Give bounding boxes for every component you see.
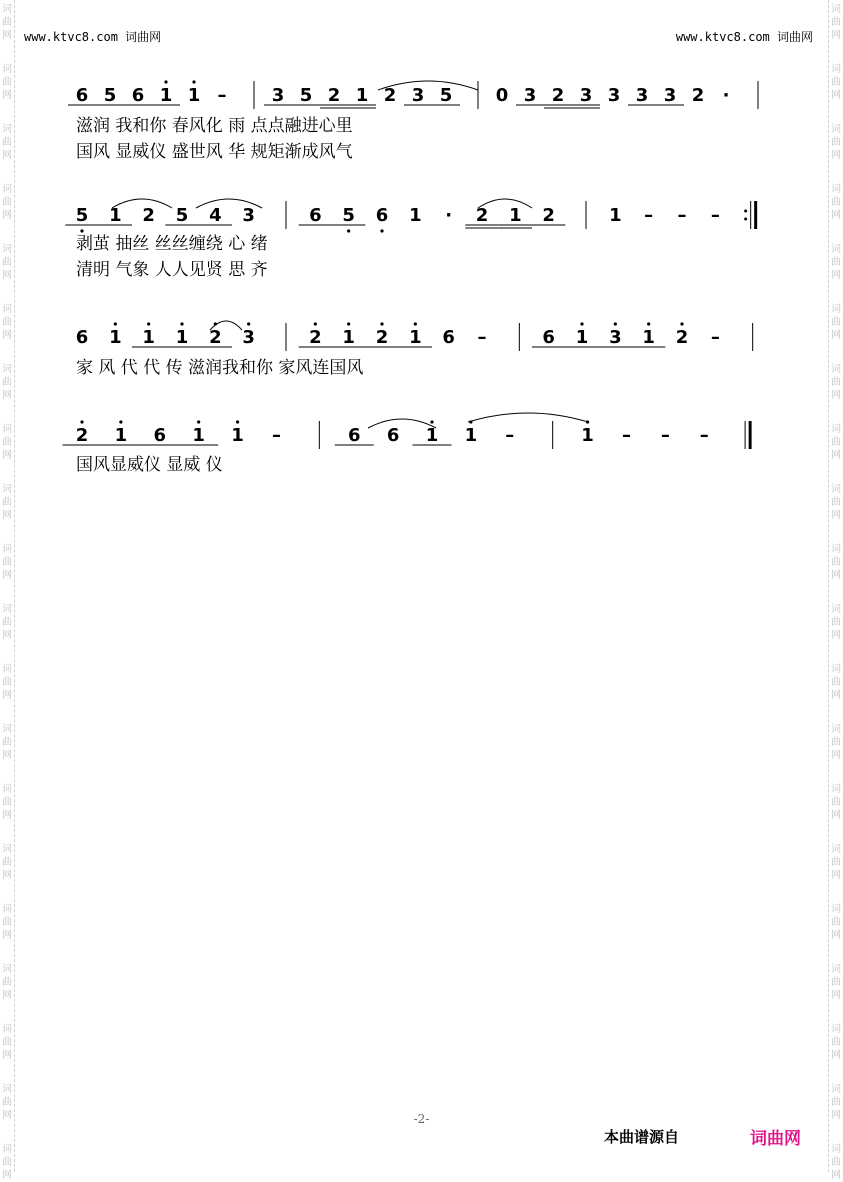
note-digit: 1 bbox=[109, 327, 122, 348]
watermark-char: 曲 bbox=[831, 17, 841, 28]
note-digit: 3 bbox=[411, 85, 425, 106]
note-digit: 1 bbox=[109, 205, 122, 226]
note-digit: 1 bbox=[114, 425, 128, 446]
note-digit: 3 bbox=[271, 85, 285, 106]
note-digit: 2 bbox=[309, 327, 322, 348]
watermark-char: 网 bbox=[831, 870, 841, 881]
note-digit: 1 bbox=[609, 205, 622, 226]
note-digit: 2 bbox=[551, 85, 565, 106]
watermark-char: 网 bbox=[2, 930, 12, 941]
octave-high-dot bbox=[114, 322, 117, 325]
watermark-char: 词 bbox=[2, 4, 12, 15]
octave-high-dot bbox=[236, 420, 239, 423]
watermark-char: 曲 bbox=[831, 317, 841, 328]
note-digit: 0 bbox=[495, 85, 509, 106]
watermark-char: 曲 bbox=[2, 257, 12, 268]
watermark-char: 词 bbox=[2, 184, 12, 195]
octave-high-dot bbox=[614, 322, 617, 325]
watermark-char: 词 bbox=[2, 1024, 12, 1035]
note-digit: 3 bbox=[579, 85, 593, 106]
watermark-char: 词 bbox=[2, 304, 12, 315]
watermark-char: 网 bbox=[831, 330, 841, 341]
watermark-char: 曲 bbox=[831, 737, 841, 748]
watermark-char: 曲 bbox=[2, 917, 12, 928]
note-digit: 1 bbox=[464, 425, 478, 446]
watermark-char: 曲 bbox=[831, 617, 841, 628]
lyric-line: 国风显威仪 显威 仪 bbox=[76, 455, 223, 475]
lyric-line: 滋润 我和你 春风化 雨 点点融进心里 bbox=[76, 116, 353, 136]
note-digit: – bbox=[271, 425, 281, 446]
watermark-char: 词 bbox=[2, 664, 12, 675]
watermark-char: 词 bbox=[831, 1084, 841, 1095]
octave-high-dot bbox=[247, 322, 250, 325]
watermark-char: 词 bbox=[2, 544, 12, 555]
watermark-char: 曲 bbox=[2, 77, 12, 88]
note-digit: – bbox=[677, 205, 687, 226]
note-digit: 2 bbox=[542, 205, 555, 226]
octave-high-dot bbox=[414, 322, 417, 325]
octave-low-dot bbox=[80, 229, 83, 232]
repeat-dot bbox=[744, 210, 747, 213]
note-digit: 5 bbox=[103, 85, 117, 106]
note-digit: 2 bbox=[327, 85, 341, 106]
watermark-char: 词 bbox=[831, 484, 841, 495]
watermark-char: 词 bbox=[831, 184, 841, 195]
watermark-char: 曲 bbox=[2, 857, 12, 868]
watermark-char: 词 bbox=[831, 304, 841, 315]
note-digit: 3 bbox=[663, 85, 677, 106]
octave-low-dot bbox=[380, 229, 383, 232]
lyric-line: 家 风 代 代 传 滋润我和你 家风连国风 bbox=[76, 358, 364, 378]
watermark-char: 词 bbox=[2, 64, 12, 75]
note-digit: – bbox=[217, 85, 227, 106]
watermark-char: 曲 bbox=[2, 797, 12, 808]
octave-high-dot bbox=[347, 322, 350, 325]
watermark-char: 曲 bbox=[831, 557, 841, 568]
octave-high-dot bbox=[192, 80, 195, 83]
watermark-char: 网 bbox=[2, 690, 12, 701]
watermark-char: 曲 bbox=[2, 317, 12, 328]
footer-source-text: 本曲谱源自 bbox=[604, 1128, 680, 1146]
watermark-char: 曲 bbox=[2, 17, 12, 28]
note-digit: 1 bbox=[409, 327, 422, 348]
note-digit: · bbox=[722, 85, 730, 106]
watermark-char: 曲 bbox=[831, 977, 841, 988]
octave-low-dot bbox=[347, 229, 350, 232]
watermark-char: 词 bbox=[831, 964, 841, 975]
note-digit: 2 bbox=[383, 85, 397, 106]
note-digit: 6 bbox=[542, 327, 555, 348]
watermark-char: 词 bbox=[2, 904, 12, 915]
header-right-site: www.ktvc8.com 词曲网 bbox=[675, 30, 813, 44]
octave-high-dot bbox=[580, 322, 583, 325]
octave-high-dot bbox=[80, 420, 83, 423]
watermark-char: 网 bbox=[831, 1110, 841, 1121]
watermark-char: 曲 bbox=[831, 257, 841, 268]
watermark-char: 词 bbox=[831, 544, 841, 555]
watermark-char: 曲 bbox=[831, 917, 841, 928]
watermark-char: 曲 bbox=[2, 617, 12, 628]
watermark-char: 词 bbox=[831, 64, 841, 75]
watermark-char: 词 bbox=[2, 784, 12, 795]
watermark-char: 曲 bbox=[831, 197, 841, 208]
watermark-char: 网 bbox=[2, 270, 12, 281]
watermark-char: 词 bbox=[831, 4, 841, 15]
note-digit: 3 bbox=[242, 327, 255, 348]
watermark-char: 曲 bbox=[831, 1157, 841, 1168]
watermark-char: 曲 bbox=[2, 1037, 12, 1048]
repeat-dot bbox=[744, 218, 747, 221]
watermark-char: 曲 bbox=[831, 1037, 841, 1048]
watermark-char: 网 bbox=[2, 330, 12, 341]
watermark-char: 词 bbox=[831, 604, 841, 615]
octave-high-dot bbox=[647, 322, 650, 325]
watermark-char: 曲 bbox=[831, 377, 841, 388]
watermark-char: 词 bbox=[2, 724, 12, 735]
watermark-char: 网 bbox=[2, 150, 12, 161]
lyric-line: 国风 显威仪 盛世风 华 规矩渐成风气 bbox=[76, 142, 353, 162]
watermark-char: 词 bbox=[831, 1144, 841, 1155]
watermark-char: 网 bbox=[2, 210, 12, 221]
watermark-char: 曲 bbox=[2, 1157, 12, 1168]
watermark-char: 网 bbox=[2, 570, 12, 581]
note-digit: 1 bbox=[142, 327, 155, 348]
note-digit: 3 bbox=[523, 85, 537, 106]
octave-high-dot bbox=[197, 420, 200, 423]
watermark-char: 曲 bbox=[831, 857, 841, 868]
lyric-line: 剥茧 抽丝 丝丝缠绕 心 绪 bbox=[76, 234, 268, 254]
note-digit: 5 bbox=[75, 205, 89, 226]
note-digit: 1 bbox=[159, 85, 173, 106]
watermark-char: 网 bbox=[2, 90, 12, 101]
lyric-line: 清明 气象 人人见贤 思 齐 bbox=[76, 260, 268, 280]
note-digit: – bbox=[660, 425, 670, 446]
watermark-char: 曲 bbox=[2, 377, 12, 388]
note-digit: 6 bbox=[75, 85, 89, 106]
note-digit: – bbox=[477, 327, 487, 348]
watermark-char: 曲 bbox=[831, 137, 841, 148]
watermark-char: 网 bbox=[2, 630, 12, 641]
watermark-char: 词 bbox=[2, 844, 12, 855]
watermark-char: 曲 bbox=[2, 137, 12, 148]
note-digit: 4 bbox=[209, 205, 222, 226]
watermark-char: 网 bbox=[831, 930, 841, 941]
watermark-char: 网 bbox=[2, 510, 12, 521]
note-digit: 1 bbox=[355, 85, 369, 106]
watermark-char: 网 bbox=[2, 990, 12, 1001]
octave-high-dot bbox=[680, 322, 683, 325]
watermark-char: 网 bbox=[2, 1050, 12, 1061]
watermark-char: 曲 bbox=[831, 1097, 841, 1108]
page-number: -2- bbox=[413, 1112, 430, 1126]
note-digit: 6 bbox=[386, 425, 400, 446]
watermark-char: 曲 bbox=[831, 497, 841, 508]
watermark-char: 网 bbox=[2, 1170, 12, 1181]
watermark-char: 曲 bbox=[831, 677, 841, 688]
watermark-char: 曲 bbox=[831, 437, 841, 448]
watermark-char: 曲 bbox=[2, 1097, 12, 1108]
watermark-char: 网 bbox=[831, 270, 841, 281]
watermark-char: 网 bbox=[831, 750, 841, 761]
watermark-char: 词 bbox=[2, 964, 12, 975]
note-digit: 1 bbox=[575, 327, 589, 348]
note-digit: – bbox=[644, 205, 654, 226]
watermark-char: 网 bbox=[831, 810, 841, 821]
watermark-char: 词 bbox=[831, 784, 841, 795]
note-digit: 1 bbox=[642, 327, 655, 348]
watermark-char: 曲 bbox=[831, 77, 841, 88]
watermark-char: 网 bbox=[831, 30, 841, 41]
note-digit: 6 bbox=[75, 327, 89, 348]
watermark-char: 曲 bbox=[2, 497, 12, 508]
note-digit: 2 bbox=[475, 205, 489, 226]
note-digit: 5 bbox=[299, 85, 313, 106]
note-digit: 1 bbox=[192, 425, 205, 446]
watermark-char: 网 bbox=[831, 690, 841, 701]
watermark-char: 网 bbox=[831, 1050, 841, 1061]
note-digit: – bbox=[505, 425, 515, 446]
watermark-char: 词 bbox=[831, 424, 841, 435]
note-digit: 5 bbox=[175, 205, 189, 226]
watermark-char: 网 bbox=[831, 1170, 841, 1181]
note-digit: – bbox=[710, 205, 720, 226]
note-digit: 3 bbox=[635, 85, 649, 106]
octave-high-dot bbox=[147, 322, 150, 325]
watermark-char: 曲 bbox=[2, 437, 12, 448]
note-digit: 5 bbox=[439, 85, 453, 106]
watermark-char: 网 bbox=[2, 870, 12, 881]
note-digit: 6 bbox=[375, 205, 389, 226]
note-digit: 1 bbox=[342, 327, 355, 348]
note-digit: 1 bbox=[409, 205, 422, 226]
note-digit: 2 bbox=[142, 205, 155, 226]
watermark-char: 网 bbox=[831, 390, 841, 401]
header-left-site: www.ktvc8.com 词曲网 bbox=[24, 30, 162, 44]
watermark-char: 网 bbox=[831, 630, 841, 641]
note-digit: 1 bbox=[509, 205, 522, 226]
watermark-char: 网 bbox=[831, 510, 841, 521]
watermark-char: 词 bbox=[831, 904, 841, 915]
note-digit: 1 bbox=[231, 425, 244, 446]
watermark-char: 词 bbox=[2, 364, 12, 375]
footer-brand-logo: 词曲网 bbox=[750, 1129, 801, 1149]
octave-high-dot bbox=[119, 420, 122, 423]
slur-arc bbox=[468, 413, 588, 422]
note-digit: 2 bbox=[75, 425, 89, 446]
watermark-char: 词 bbox=[831, 364, 841, 375]
watermark-char: 网 bbox=[831, 90, 841, 101]
note-digit: 6 bbox=[131, 85, 145, 106]
octave-high-dot bbox=[430, 420, 433, 423]
watermark-char: 网 bbox=[2, 390, 12, 401]
watermark-char: 词 bbox=[2, 424, 12, 435]
note-digit: 5 bbox=[342, 205, 355, 226]
note-digit: 2 bbox=[375, 327, 389, 348]
octave-high-dot bbox=[164, 80, 167, 83]
watermark-char: 网 bbox=[2, 810, 12, 821]
note-digit: – bbox=[699, 425, 709, 446]
watermark-char: 词 bbox=[831, 1024, 841, 1035]
note-digit: 1 bbox=[581, 425, 594, 446]
watermark-char: 曲 bbox=[2, 197, 12, 208]
watermark-char: 词 bbox=[2, 1144, 12, 1155]
watermark-char: 曲 bbox=[2, 557, 12, 568]
watermark-char: 词 bbox=[2, 244, 12, 255]
note-digit: 2 bbox=[209, 327, 222, 348]
note-digit: · bbox=[445, 205, 453, 226]
note-digit: 6 bbox=[153, 425, 167, 446]
watermark-char: 网 bbox=[831, 990, 841, 1001]
watermark-char: 网 bbox=[831, 570, 841, 581]
watermark-char: 曲 bbox=[2, 737, 12, 748]
watermark-char: 网 bbox=[831, 450, 841, 461]
octave-high-dot bbox=[380, 322, 383, 325]
octave-high-dot bbox=[314, 322, 317, 325]
watermark-char: 词 bbox=[831, 244, 841, 255]
octave-high-dot bbox=[180, 322, 183, 325]
note-digit: 6 bbox=[347, 425, 361, 446]
watermark-char: 曲 bbox=[2, 677, 12, 688]
watermark-char: 词 bbox=[831, 124, 841, 135]
watermark-char: 网 bbox=[2, 1110, 12, 1121]
watermark-char: 词 bbox=[2, 1084, 12, 1095]
watermark-char: 词 bbox=[831, 724, 841, 735]
watermark-char: 词 bbox=[2, 124, 12, 135]
note-digit: 6 bbox=[442, 327, 455, 348]
watermark-char: 网 bbox=[831, 150, 841, 161]
note-digit: 3 bbox=[607, 85, 621, 106]
note-digit: 1 bbox=[425, 425, 439, 446]
watermark-char: 词 bbox=[2, 604, 12, 615]
note-digit: 6 bbox=[309, 205, 322, 226]
note-digit: 3 bbox=[609, 327, 622, 348]
watermark-char: 曲 bbox=[2, 977, 12, 988]
note-digit: 1 bbox=[175, 327, 189, 348]
note-digit: 1 bbox=[187, 85, 201, 106]
watermark-char: 词 bbox=[831, 664, 841, 675]
note-digit: – bbox=[710, 327, 720, 348]
note-digit: – bbox=[621, 425, 631, 446]
watermark-char: 网 bbox=[831, 210, 841, 221]
note-digit: 2 bbox=[675, 327, 689, 348]
note-digit: 3 bbox=[242, 205, 255, 226]
watermark-char: 词 bbox=[2, 484, 12, 495]
watermark-char: 网 bbox=[2, 30, 12, 41]
watermark-char: 网 bbox=[2, 750, 12, 761]
watermark-char: 曲 bbox=[831, 797, 841, 808]
note-digit: 2 bbox=[691, 85, 705, 106]
watermark-char: 网 bbox=[2, 450, 12, 461]
watermark-char: 词 bbox=[831, 844, 841, 855]
